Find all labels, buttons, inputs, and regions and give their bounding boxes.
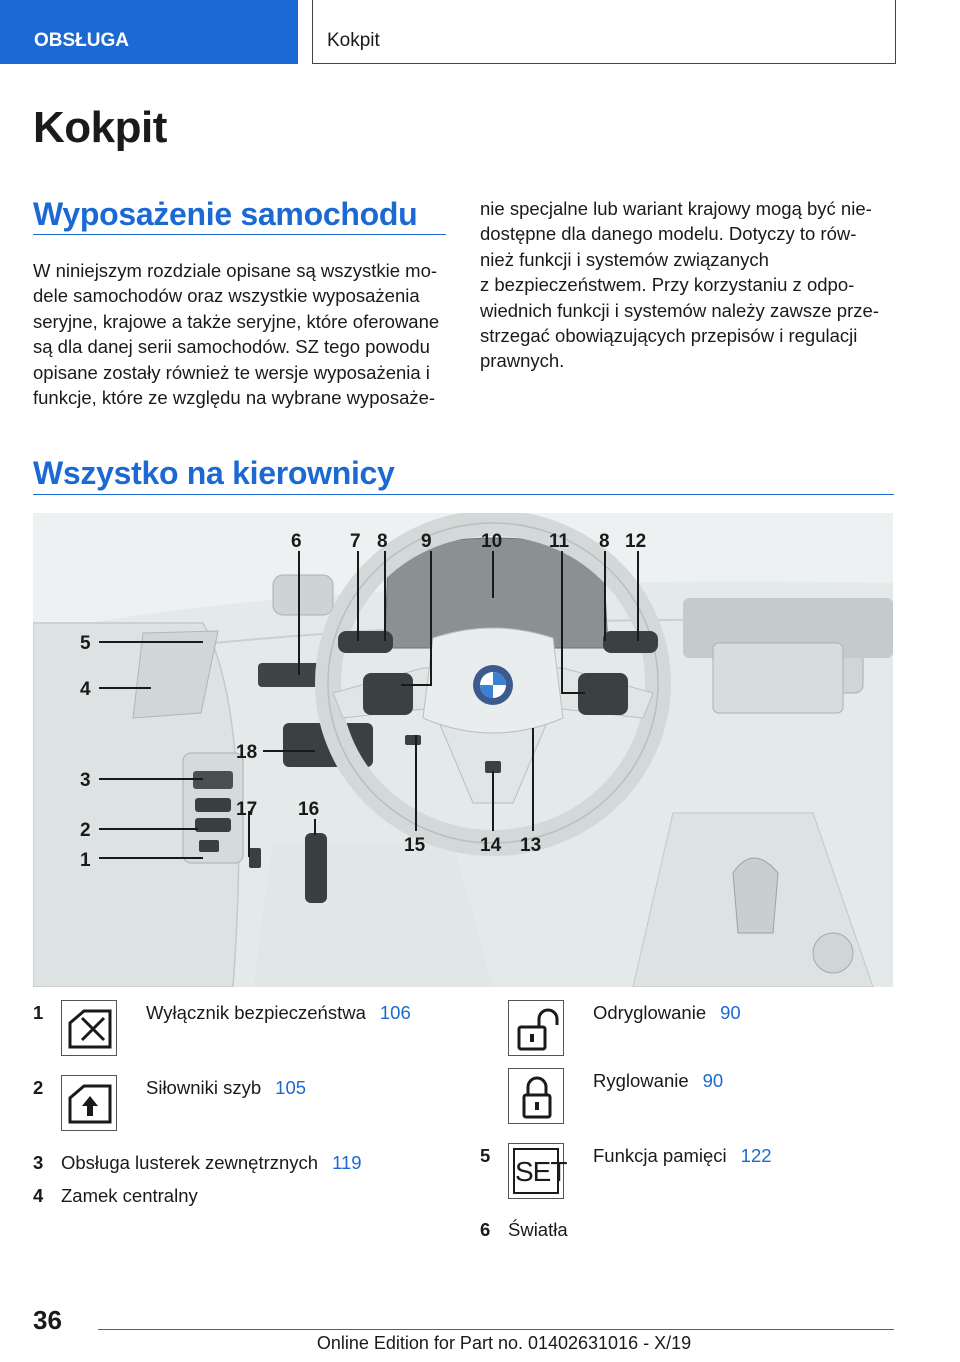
- callout-14: 14: [480, 835, 502, 856]
- callout-8b: 8: [599, 531, 610, 552]
- section-heading-equipment: Wyposażenie samochodu: [33, 196, 418, 232]
- callout-15: 15: [404, 835, 426, 856]
- power-window-icon: [61, 1075, 117, 1131]
- window-lock-icon: [61, 1000, 117, 1056]
- callout-16: 16: [298, 799, 320, 820]
- legend-num-6: 6: [480, 1219, 491, 1240]
- page-ref-122[interactable]: 122: [740, 1145, 772, 1166]
- legend-item-unlock: Odryglowanie 90: [593, 1002, 741, 1023]
- page-title: Kokpit: [33, 103, 167, 152]
- callout-5: 5: [80, 633, 91, 654]
- legend-num-5: 5: [480, 1145, 491, 1166]
- page-ref-105[interactable]: 105: [275, 1077, 307, 1098]
- callout-9: 9: [421, 531, 432, 552]
- callout-3: 3: [80, 770, 91, 791]
- legend-item-2: Siłowniki szyb 105: [146, 1077, 307, 1098]
- legend-item-5: Funkcja pamięci 122: [593, 1145, 772, 1166]
- legend-num-4: 4: [33, 1185, 44, 1206]
- callout-6: 6: [291, 531, 302, 552]
- equipment-text-left: W niniejszym rozdziale opisane są wszystkie mo- dele samochodów oraz wszystkie wyposażenia seryjne, krajowe a także seryjne, które oferowane są dla danej serii samochodów. SZ tego powodu opisane zostały również te wersje wyposażenia i funkcje, które ze względu na wybrane wyposaże-: [33, 260, 440, 409]
- chapter-header: Kokpit: [312, 0, 896, 64]
- callout-8: 8: [377, 531, 388, 552]
- page-ref-106[interactable]: 106: [379, 1002, 411, 1023]
- legend-item-lock: Ryglowanie 90: [593, 1070, 724, 1091]
- lock-icon: [508, 1068, 564, 1124]
- legend-item-6: Światła: [508, 1219, 568, 1240]
- callout-11: 11: [549, 531, 570, 552]
- callout-2: 2: [80, 820, 91, 841]
- heading-rule: [33, 494, 894, 495]
- unlock-icon: [508, 1000, 564, 1056]
- callout-4: 4: [80, 679, 91, 700]
- callout-7: 7: [350, 531, 361, 552]
- footer-rule: [98, 1329, 894, 1330]
- set-icon: SET: [508, 1143, 564, 1199]
- legend-item-4: Zamek centralny: [61, 1185, 198, 1206]
- page-ref-90[interactable]: 90: [702, 1070, 724, 1091]
- callout-18: 18: [236, 742, 258, 763]
- legend-num-2: 2: [33, 1077, 44, 1098]
- section-tab[interactable]: OBSŁUGA: [0, 0, 298, 64]
- heading-rule: [33, 234, 446, 235]
- legend-item-1: Wyłącznik bezpieczeństwa 106: [146, 1002, 411, 1023]
- cockpit-illustration: [33, 513, 893, 987]
- equipment-text-right: nie specjalne lub wariant krajowy mogą być nie- dostępne dla danego modelu. Dotyczy to rów- nież funkcji i systemów związanych z bezpieczeństwem. Przy korzystaniu z odpo- wiednich funkcji i systemów należy zawsze prze- strzegać obowiązujących przepisów i regulacji prawnych.: [480, 198, 879, 372]
- footer-edition: Online Edition for Part no. 01402631016 - X/19: [316, 1333, 692, 1353]
- page-ref-90[interactable]: 90: [720, 1002, 741, 1023]
- callout-10: 10: [481, 531, 503, 552]
- page-ref-119[interactable]: 119: [332, 1152, 362, 1173]
- legend-num-3: 3: [33, 1152, 44, 1173]
- legend-item-3: Obsługa lusterek zewnętrznych 119: [61, 1152, 362, 1173]
- callout-13: 13: [520, 835, 542, 856]
- callout-1: 1: [80, 850, 91, 871]
- section-heading-steering: Wszystko na kierownicy: [33, 455, 395, 491]
- callout-17: 17: [236, 799, 258, 820]
- page-number: 36: [33, 1305, 62, 1335]
- legend-num-1: 1: [33, 1002, 44, 1023]
- callout-12: 12: [625, 531, 647, 552]
